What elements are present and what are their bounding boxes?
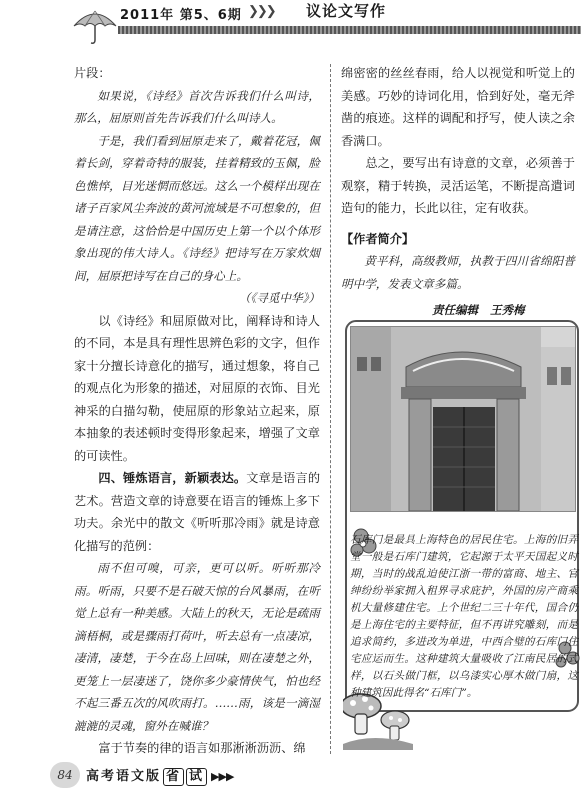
column-divider [330,64,331,754]
quote-source: （《寻觅中华》） [238,291,320,305]
header-arrows: ❯❯❯ [248,4,275,19]
body-paragraph: 富于节奏的律的语言如那淅淅沥沥、绵 [98,741,306,755]
page-footer [0,762,581,800]
intro-label: 片段： [74,66,111,80]
quote-paragraph: 雨不但可嗅，可亲，更可以听。听听那冷雨。听雨，只要不是石破天惊的台风暴雨，在听觉上总有一种美感。大陆上的秋天，无论是疏雨滴梧桐，或是骤雨打荷叶，听去总有一点凄凉，凄清，凄楚，于今在岛上回味，则在凄楚之外，更笼上一层凄迷了，饶你多少豪情侠气，怕也经不起三番五次的风吹雨打。……雨，该是一滴湿漉漉的灵魂，窗外在喊谁？ [74,561,320,733]
photo-caption: 石库门是最具上海特色的居民住宅。上海的旧弄堂一般是石库门建筑，它起源于太平天国起义时期，当时的战乱迫使江浙一带的富商、地主、官绅纷纷举家拥入租界寻求庇护，外国的房产商乘机大量修建住宅。上个世纪二三十年代，国合仍是上海住宅的主要特征，但不再讲究雕刻，而是追求简约，多进改为单进，中西合璧的石库门住宅应运而生。这种建筑大量吸收了江南民居的式样，以石头做门框，以乌漆实心厚木做门扇，这种建筑因此得名“石库门”。 [350,534,578,699]
editor-label: 责任编辑 [432,303,478,317]
section-heading: 四、锤炼语言，新颖表达。 [98,471,247,485]
footer-arrows: ▶▶▶ [211,770,234,783]
shikumen-photo [350,326,576,512]
left-column [74,62,320,760]
quote-paragraph: 于是，我们看到屈原走来了，戴着花冠，佩着长剑，穿着奇特的服装，挂着精致的玉佩，脸色憔悴，目光迷惘而悠远。这么一个模样出现在诸子百家风尘奔波的黄河流域是不可想象的，但是请注意，这恰恰是中国历史上第一个以个体形象出现的伟大诗人。《诗经》把诗写在万家炊烟间，屈原把诗写在自己的身心上。 [74,133,320,283]
building-image [351,327,575,511]
author-heading: 【作者简介】 [341,231,415,246]
page-number: 84 [50,762,80,788]
umbrella-icon [72,8,118,46]
footer-box: 省 [163,768,184,786]
mushroom-decoration [343,694,413,750]
footer-title [86,765,233,786]
body-paragraph: 绵密密的丝丝春雨，给人以视觉和听觉上的美感。巧妙的诗词化用，恰到好处，毫无斧凿的痕迹。这样的调配和抒写，使人读之余香满口。 [341,66,575,148]
right-column [341,62,575,295]
column-title: 议论文写作 [306,2,387,20]
page-header [0,0,581,46]
header-bar [118,26,581,34]
quote-paragraph: 如果说，《诗经》首次告诉我们什么叫诗，那么，屈原则首先告诉我们什么叫诗人。 [74,88,320,125]
magazine-name: 高考语文版 [86,769,162,784]
footer-box: 试 [186,768,207,786]
editor-name: 王秀梅 [490,303,525,317]
body-paragraph: 总之，要写出有诗意的文章，必须善于观察，精于转换，灵活运笔，不断提高遣词造句的能力，长此以往，定有收获。 [341,156,575,215]
body-paragraph: 以《诗经》和屈原做对比，阐释诗和诗人的不同，本是具有理性思辨色彩的文字，但作家十分擅长诗意化的描写，通过想象，将自己的观点化为形象的描述，对屈原的衣饰、目光神采的白描勾勒，使屈原的形象站立起来，原本抽象的表述顿时变得形象起来，增强了文章的可读性。 [74,313,320,463]
issue-label: 2011年 第5、6期 [120,8,242,23]
author-bio: 黄平科，高级教师，执教于四川省绵阳普明中学，发表文章多篇。 [341,254,575,291]
body-paragraph: 文章是语言的艺术。营造文章的诗意要在语言的锤炼上多下功夫。余光中的散文《听听那冷雨》就是诗意化描写的范例： [74,471,321,553]
editor-credit [432,302,525,318]
